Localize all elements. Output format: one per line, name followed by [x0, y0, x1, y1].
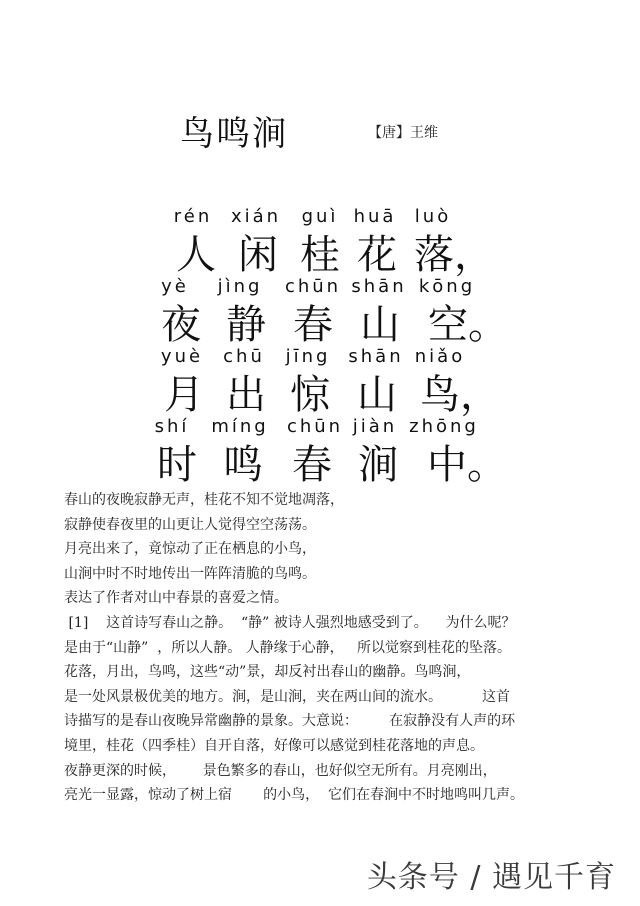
poem-author: 【唐】王维 — [368, 125, 438, 141]
pinyin-syllable: zhōng — [409, 416, 479, 437]
pinyin-syllable: rén — [173, 206, 213, 227]
poem-character: 时 — [157, 442, 197, 488]
pinyin-syllable: míng — [211, 416, 269, 437]
explanation-line: [1] 这首诗写春山之静。 “静” 被诗人强烈地感受到了。 为什么呢？ — [64, 614, 516, 631]
explanation-line: 境里，桂花（四季桂）自开自落，好像可以感觉到桂花落地的声息。 — [64, 737, 484, 754]
poem-character: 中 — [427, 442, 467, 488]
pinyin-syllable: chūn — [284, 276, 342, 297]
poem-punctuation: 。 — [468, 302, 508, 348]
poem-character: 空 — [428, 302, 468, 348]
pinyin-syllable: shí — [154, 416, 190, 437]
poem-character: 惊 — [290, 372, 330, 418]
poem-character: 春 — [292, 442, 332, 488]
poem-title: 鸟鸣涧 — [180, 114, 288, 154]
pinyin-syllable: luò — [414, 206, 452, 227]
pinyin-syllable: jìng — [217, 276, 263, 297]
poem-character: 山 — [360, 302, 400, 348]
poem-character: 人 — [176, 232, 216, 278]
explanation-line: 表达了作者对山中春景的喜爱之情。 — [64, 590, 288, 607]
pinyin-syllable: jīng — [285, 346, 331, 367]
poem-line-3 — [0, 346, 640, 418]
poem-character: 鸟 — [420, 372, 460, 418]
poem-punctuation: ， — [460, 372, 500, 418]
explanation-text — [64, 488, 604, 808]
poem-punctuation: 。 — [467, 442, 507, 488]
poem-character: 鸣 — [223, 442, 263, 488]
poem-line-1 — [0, 206, 640, 278]
explanation-line: 山涧中时不时地传出一阵阵清脆的鸟鸣。 — [64, 565, 316, 582]
poem-punctuation: ， — [454, 232, 494, 278]
explanation-line: 春山的夜晚寂静无声，桂花不知不觉地凋落， — [64, 492, 344, 508]
pinyin-syllable: shān — [348, 346, 404, 367]
explanation-line: 亮光一显露，惊动了树上宿 的小鸟， 它们在春涧中不时地鸣叫几声。 — [64, 787, 525, 804]
poem-character: 出 — [226, 372, 266, 418]
pinyin-syllable: jiàn — [352, 416, 398, 437]
poem-character: 涧 — [358, 442, 398, 488]
pinyin-syllable: huā — [353, 206, 397, 227]
explanation-line: 月亮出来了，竟惊动了正在栖息的小鸟， — [64, 541, 316, 558]
pinyin-syllable: chūn — [286, 416, 344, 437]
pinyin-syllable: niǎo — [414, 346, 466, 367]
poem-line-2 — [0, 276, 640, 348]
poem-character: 静 — [226, 302, 266, 348]
poem-line-4 — [0, 416, 640, 488]
explanation-line: 是一处风景极优美的地方。涧，是山涧，夹在两山间的流水。 这首 — [64, 688, 511, 705]
pinyin-syllable: shān — [351, 276, 407, 297]
pinyin-syllable: yuè — [160, 346, 204, 367]
poem-character: 春 — [293, 302, 333, 348]
poem-character: 闲 — [238, 232, 278, 278]
pinyin-syllable: guì — [301, 206, 339, 227]
explanation-line: 寂静使春夜里的山更让人觉得空空荡荡。 — [64, 516, 316, 533]
pinyin-syllable: chū — [223, 346, 265, 367]
explanation-line: 花落，月出，鸟鸣，这些“动”景，却反衬出春山的幽静。鸟鸣涧， — [64, 664, 471, 681]
poem-character: 桂 — [300, 232, 340, 278]
poem-character: 花 — [357, 232, 397, 278]
explanation-line: 诗描写的是春山夜晚异常幽静的景象。大意说： 在寂静没有人声的环 — [64, 713, 516, 730]
explanation-line: 是由于“山静” ，所以人静。 人静缘于心静， 所以觉察到桂花的坠落。 — [64, 639, 512, 656]
poem-character: 月 — [164, 372, 204, 418]
pinyin-syllable: yè — [161, 276, 189, 297]
pinyin-syllable: xián — [230, 206, 282, 227]
poem-character: 山 — [357, 372, 397, 418]
watermark: 头条号 / 遇见千育 — [366, 860, 616, 895]
pinyin-syllable: kōng — [418, 276, 476, 297]
poem-character: 夜 — [161, 302, 201, 348]
poem-character: 落 — [414, 232, 454, 278]
explanation-line: 夜静更深的时候， 景色繁多的春山，也好似空无所有。月亮刚出， — [64, 762, 497, 779]
